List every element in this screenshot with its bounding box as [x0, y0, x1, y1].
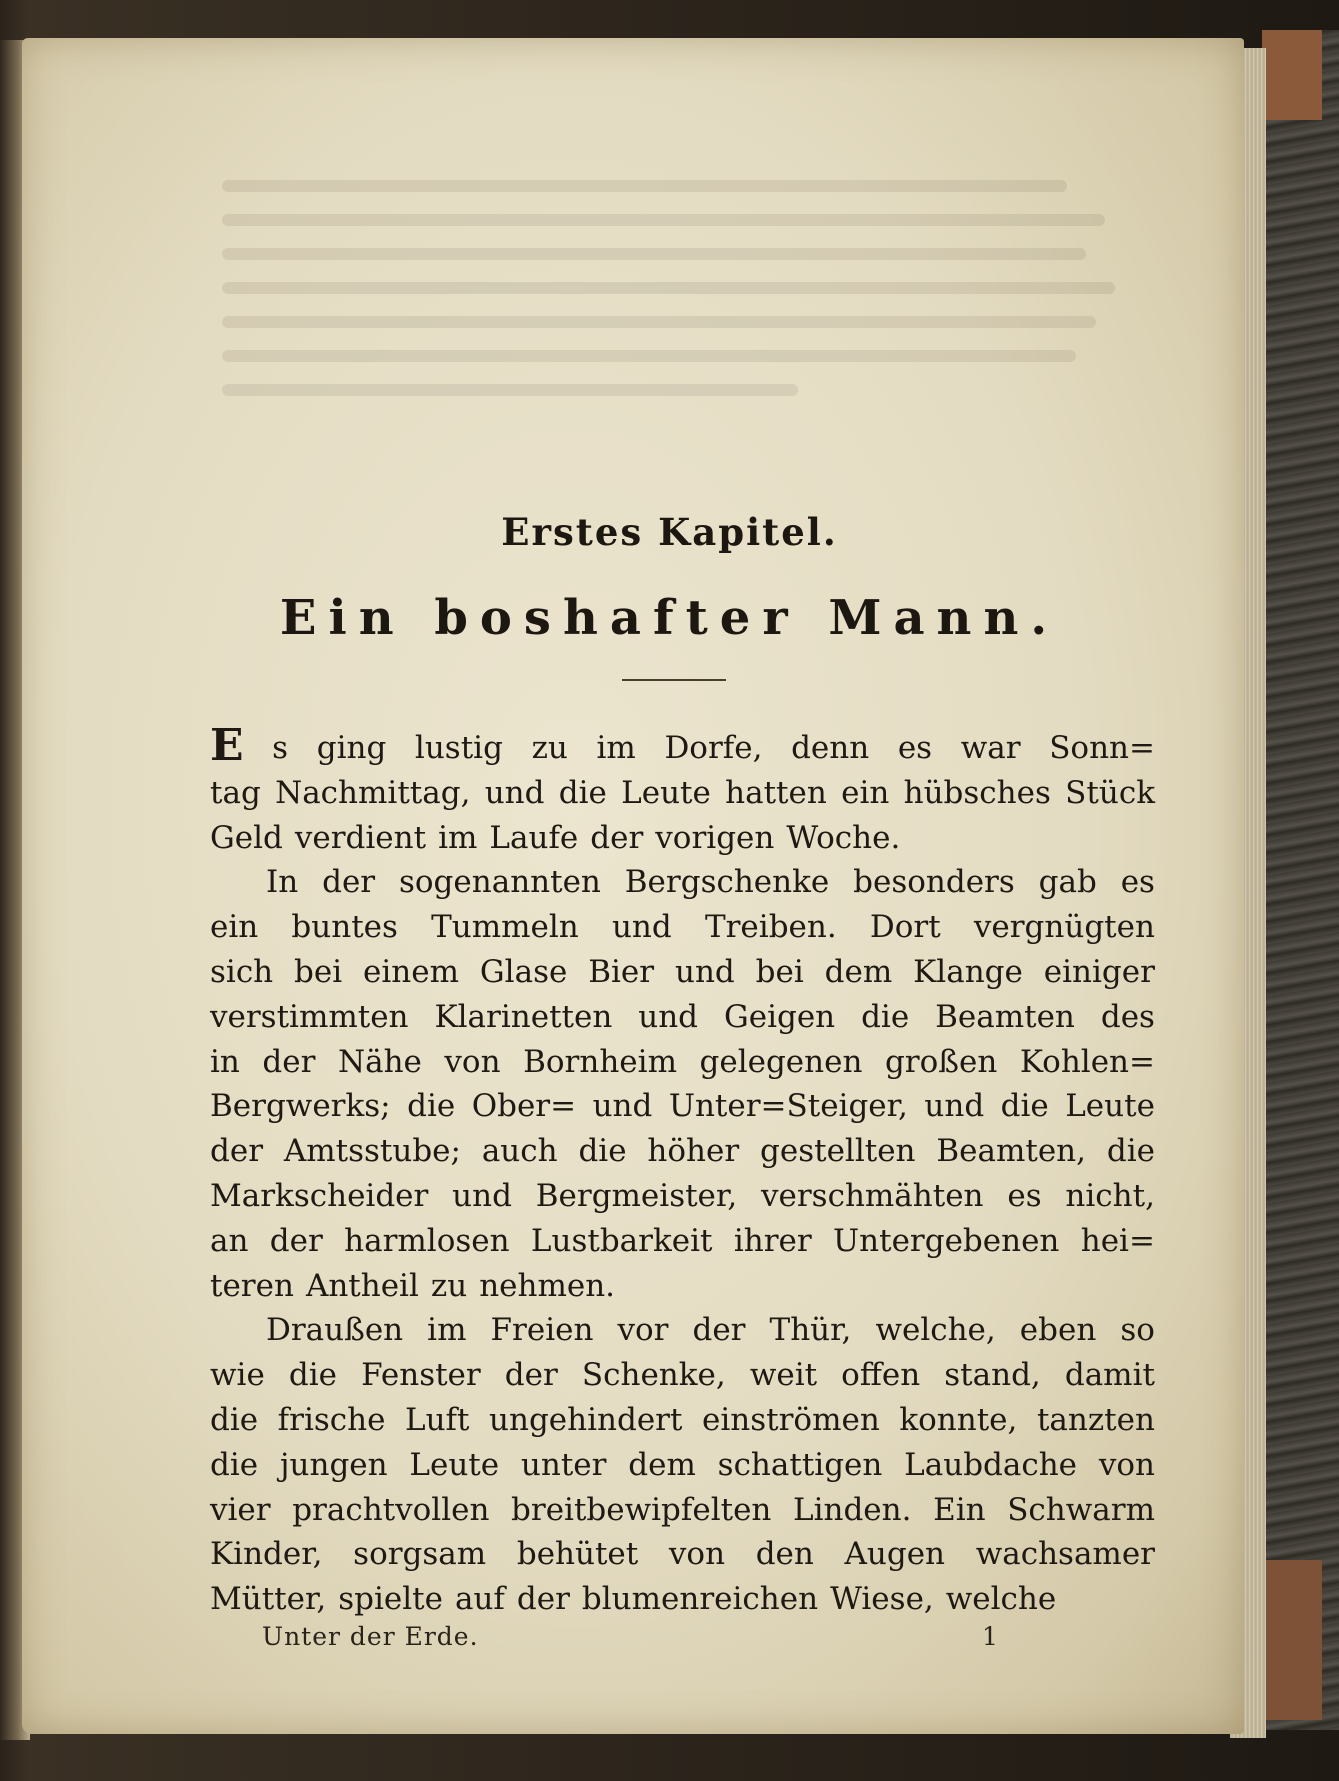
word: Nähe	[337, 1043, 422, 1080]
word: Nachmittag,	[275, 774, 471, 811]
word: Dort	[869, 909, 941, 946]
word: Luft	[405, 1401, 470, 1438]
word: In	[266, 864, 299, 901]
word: Bier	[588, 953, 655, 990]
text-line	[210, 1488, 1155, 1533]
word: verstimmten	[210, 998, 409, 1035]
word: Schwarm	[1007, 1491, 1155, 1528]
word: Leute	[621, 774, 711, 811]
word: konnte,	[899, 1401, 1018, 1438]
text-line	[210, 1308, 1155, 1353]
word: zu	[430, 1267, 468, 1304]
word: eben	[1019, 1312, 1097, 1349]
word: Thür,	[769, 1312, 852, 1349]
text-line	[210, 720, 1155, 771]
word: von	[668, 1536, 726, 1573]
word: nicht,	[1065, 1177, 1155, 1214]
word: die	[407, 1088, 456, 1125]
word: der	[262, 1043, 316, 1080]
word: im	[427, 1312, 467, 1349]
word: buntes	[291, 909, 398, 946]
word: denn	[791, 730, 870, 766]
body-text	[210, 720, 1155, 1622]
text-line	[210, 905, 1155, 950]
word: die	[861, 998, 910, 1035]
word: die	[288, 1357, 337, 1394]
text-line	[210, 1264, 1155, 1309]
word: tanzten	[1036, 1401, 1155, 1438]
word: ungehindert	[489, 1401, 683, 1438]
word: ein	[210, 909, 259, 946]
word: die	[578, 1133, 627, 1170]
word: Leute	[409, 1446, 500, 1483]
word: Klange	[913, 953, 1023, 990]
word: der	[210, 1133, 264, 1170]
word: wie	[210, 1357, 265, 1394]
word: wachsamer	[975, 1536, 1155, 1573]
text-line	[210, 950, 1155, 995]
word: dem	[628, 1446, 696, 1483]
word: höher	[647, 1133, 740, 1170]
word: vier	[210, 1491, 271, 1528]
word: vor	[617, 1312, 669, 1349]
word: auch	[481, 1133, 558, 1170]
word: Ober=	[471, 1088, 577, 1125]
show-through-text	[222, 158, 1182, 558]
word: Antheil	[305, 1267, 419, 1304]
word: sich	[210, 953, 274, 990]
word: einiger	[1043, 953, 1155, 990]
word: Laufe	[489, 819, 579, 856]
word: der	[504, 1357, 558, 1394]
word: war	[960, 730, 1021, 766]
word: vorigen	[655, 819, 775, 856]
word: welche	[945, 1581, 1057, 1618]
word: der	[322, 864, 376, 901]
word: Sonn=	[1049, 730, 1155, 766]
word: Wiese,	[830, 1581, 934, 1618]
word: Treiben.	[704, 909, 837, 946]
word: offen	[841, 1357, 921, 1394]
word: Draußen	[266, 1312, 404, 1349]
word: an	[210, 1222, 249, 1259]
word: verdient	[294, 819, 427, 856]
word: großen	[884, 1043, 998, 1080]
word: auf	[454, 1581, 505, 1618]
page-number: 1	[982, 1622, 998, 1651]
word: Laubdache	[904, 1446, 1078, 1483]
chapter-subtitle: Ein boshafter Mann.	[279, 590, 1060, 646]
leather-corner-top	[1262, 30, 1322, 120]
word: Augen	[844, 1536, 946, 1573]
word: schattigen	[717, 1446, 883, 1483]
book-cover-edge	[1262, 30, 1339, 1730]
word: harmlosen	[344, 1222, 510, 1259]
word: dem	[824, 953, 893, 990]
word: lustig	[414, 730, 503, 766]
word: die	[558, 774, 607, 811]
word: Woche.	[786, 819, 901, 856]
word: hübsches	[903, 774, 1051, 811]
word: hatten	[725, 774, 827, 811]
word: und	[924, 1088, 985, 1125]
word: tag	[210, 774, 261, 811]
chapter-title: Erstes Kapitel.	[501, 510, 838, 554]
word: und	[452, 1177, 512, 1214]
word: gab	[1038, 864, 1097, 901]
word: Fenster	[361, 1357, 481, 1394]
word: sorgsam	[353, 1536, 487, 1573]
word: frische	[277, 1401, 386, 1438]
word: Tummeln	[431, 909, 579, 946]
word: und	[592, 1088, 653, 1125]
word: und	[674, 953, 735, 990]
text-line	[210, 1040, 1155, 1085]
word: jungen	[279, 1446, 388, 1483]
section-divider	[622, 679, 726, 681]
word: und	[611, 909, 672, 946]
word: Bergmeister,	[535, 1177, 738, 1214]
word: Geigen	[723, 998, 836, 1035]
text-line	[210, 1129, 1155, 1174]
word: vergnügten	[973, 909, 1155, 946]
word: ging	[316, 730, 387, 766]
word: die	[1106, 1133, 1155, 1170]
word: spielte	[338, 1581, 443, 1618]
word: gestellten	[760, 1133, 916, 1170]
word: es	[897, 730, 933, 766]
word: zu	[531, 730, 568, 766]
word: besonders	[853, 864, 1015, 901]
text-line	[210, 1219, 1155, 1264]
word: Schenke,	[581, 1357, 726, 1394]
word: die	[1000, 1088, 1049, 1125]
word: unter	[520, 1446, 607, 1483]
word: damit	[1064, 1357, 1155, 1394]
word: Beamten,	[936, 1133, 1086, 1170]
word: es	[1120, 864, 1155, 901]
word: in	[210, 1043, 240, 1080]
word: Linden.	[793, 1491, 912, 1528]
word: Untergebenen	[833, 1222, 1060, 1259]
word: Unter=Steiger,	[668, 1088, 908, 1125]
word: es	[1007, 1177, 1042, 1214]
word: Bergschenke	[624, 864, 830, 901]
word: einem	[363, 953, 460, 990]
word: der	[692, 1312, 746, 1349]
leather-corner-bottom	[1262, 1560, 1322, 1720]
word: Geld	[210, 819, 283, 856]
text-line	[210, 860, 1155, 905]
word: weit	[749, 1357, 818, 1394]
word: der	[590, 819, 644, 856]
word: teren	[210, 1267, 294, 1304]
text-line	[210, 1577, 1155, 1622]
word: verschmähten	[761, 1177, 984, 1214]
word: sogenannten	[398, 864, 601, 901]
text-line	[210, 1084, 1155, 1129]
word: hei=	[1080, 1222, 1155, 1259]
word: s	[272, 730, 289, 766]
word: breitbewipfelten	[511, 1491, 772, 1528]
word: Klarinetten	[434, 998, 613, 1035]
word: Kohlen=	[1019, 1043, 1155, 1080]
word: so	[1120, 1312, 1155, 1349]
word: der	[269, 1222, 323, 1259]
text-line	[210, 1174, 1155, 1219]
word: ein	[841, 774, 890, 811]
word: Dorfe,	[664, 730, 763, 766]
text-line	[210, 995, 1155, 1040]
word: behütet	[516, 1536, 639, 1573]
word: des	[1100, 998, 1155, 1035]
word: gelegenen	[699, 1043, 863, 1080]
word: der	[516, 1581, 570, 1618]
text-line	[210, 816, 1155, 861]
word: Kinder,	[210, 1536, 323, 1573]
word: einströmen	[702, 1401, 880, 1438]
text-line	[210, 1353, 1155, 1398]
word: Bornheim	[523, 1043, 677, 1080]
word: Mütter,	[210, 1581, 327, 1618]
word: stand,	[944, 1357, 1041, 1394]
word: von	[1098, 1446, 1155, 1483]
word: Freien	[490, 1312, 594, 1349]
word: die	[210, 1401, 259, 1438]
word: Glase	[479, 953, 568, 990]
word: Bergwerks;	[210, 1088, 391, 1125]
word: prachtvollen	[292, 1491, 490, 1528]
word: Ein	[933, 1491, 986, 1528]
word: bei	[755, 953, 804, 990]
word: Leute	[1065, 1088, 1155, 1125]
word: und	[638, 998, 699, 1035]
word: Lustbarkeit	[530, 1222, 713, 1259]
word: blumenreichen	[581, 1581, 819, 1618]
word: welche,	[875, 1312, 996, 1349]
word: im	[596, 730, 636, 766]
word: Stück	[1065, 774, 1155, 811]
word: ihrer	[733, 1222, 812, 1259]
drop-cap: E	[210, 720, 244, 771]
word: Amtsstube;	[283, 1133, 461, 1170]
word: im	[438, 819, 478, 856]
footer-signature: Unter der Erde.	[262, 1622, 479, 1651]
word: und	[484, 774, 545, 811]
word: von	[444, 1043, 501, 1080]
text-line	[210, 1443, 1155, 1488]
word: die	[210, 1446, 259, 1483]
text-line	[210, 1532, 1155, 1577]
word: den	[755, 1536, 814, 1573]
word: bei	[294, 953, 343, 990]
word: Beamten	[935, 998, 1075, 1035]
text-line	[210, 1398, 1155, 1443]
word: nehmen.	[479, 1267, 616, 1304]
word: Markscheider	[210, 1177, 429, 1214]
text-line	[210, 771, 1155, 816]
